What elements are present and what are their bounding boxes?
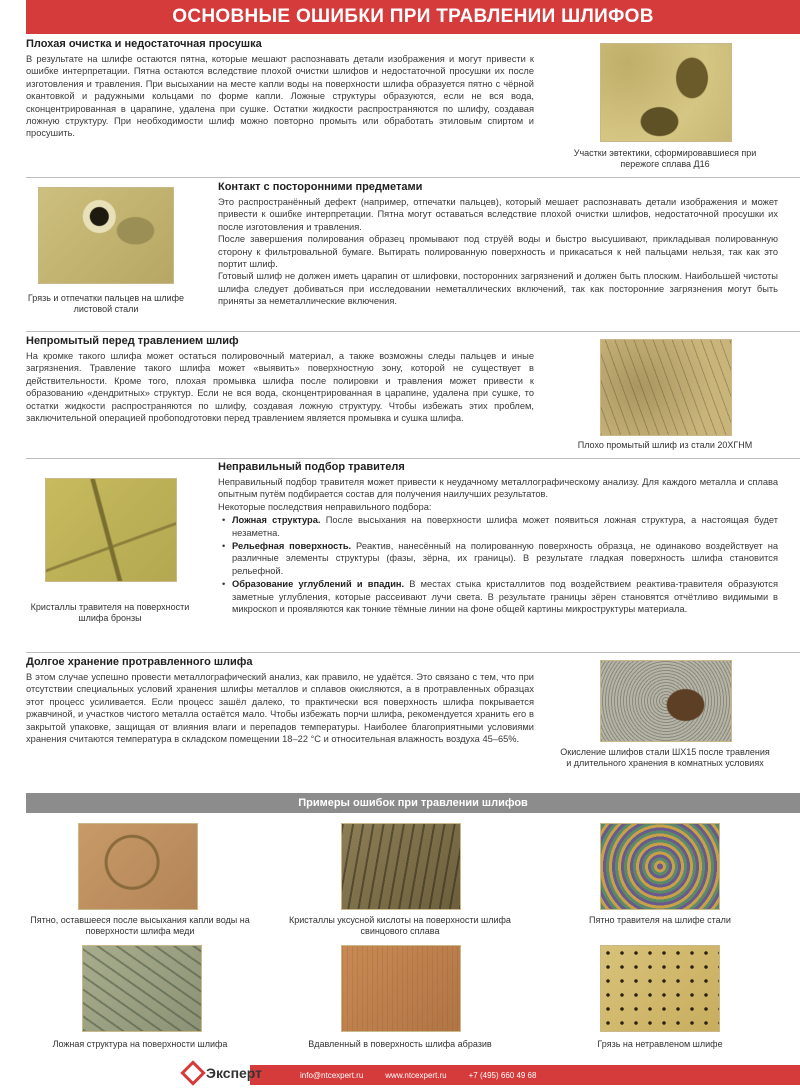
section-long-storage	[26, 656, 534, 745]
example-caption: Кристаллы уксусной кислоты на поверхности шлифа свинцового сплава	[289, 915, 511, 936]
example-image-drop-stain	[78, 823, 198, 910]
section-unwashed	[26, 335, 534, 424]
micrograph-oxidation	[600, 660, 732, 742]
section-text: Некоторые последствия неправильного подбора:	[218, 501, 432, 512]
section-title: Контакт с посторонними предметами	[218, 181, 423, 193]
example-caption: Ложная структура на поверхности шлифа	[52, 1039, 228, 1049]
example-caption: Пятно травителя на шлифе стали	[589, 915, 731, 925]
caption-etchant-crystals: Кристаллы травителя на поверхности шлифа бронзы	[30, 602, 190, 623]
divider	[26, 652, 800, 653]
company-logo	[184, 1064, 262, 1082]
list-item: • Ложная структура. После высыхания на поверхности шлифа может появиться ложная структура, а настоящая будет незаметна.	[232, 514, 778, 539]
logo-text: Эксперт	[206, 1065, 263, 1081]
logo-icon	[180, 1060, 205, 1085]
page-title: ОСНОВНЫЕ ОШИБКИ ПРИ ТРАВЛЕНИИ ШЛИФОВ	[26, 0, 800, 34]
caption-eutectic: Участки эвтектики, сформировавшиеся при пережоге сплава Д16	[573, 148, 757, 169]
section-foreign-contact	[218, 181, 778, 308]
section-text: Неправильный подбор травителя может привести к неудачному металлографическому анализу. Для каждого металла и сплава опытным путём подбирается состав для получения наилучших результатов.	[218, 477, 778, 500]
list-item: • Образование углублений и впадин. В местах стыка кристаллитов под воздействием реактива-травителя образуются заметные углубления, которые рассеивают лучи света. В результате границы зёрен становятся отчётливо видимыми в микроскоп и проявляются как тонкие тёмные линии на фоне общей картины микроструктуры материала.	[232, 578, 778, 615]
example-image-acetic-crystals	[341, 823, 461, 910]
section-poor-cleaning	[26, 38, 534, 140]
section-title: Непромытый перед травлением шлиф	[26, 335, 239, 347]
example-caption: Пятно, оставшееся после высыхания капли воды на поверхности шлифа меди	[30, 915, 250, 936]
email-link[interactable]: info@ntcexpert.ru	[300, 1070, 364, 1080]
caption-fingerprints: Грязь и отпечатки пальцев на шлифе листовой стали	[27, 293, 185, 314]
contact-band	[250, 1065, 800, 1085]
example-caption: Грязь на нетравленом шлифе	[597, 1039, 723, 1049]
example-image-false-structure	[82, 945, 202, 1032]
examples-title: Примеры ошибок при травлении шлифов	[26, 793, 800, 813]
list-item: • Рельефная поверхность. Реактив, нанесённый на полированную поверхность образца, не одинаково воздействует на различные элементы структуры (фазы, зёрна, их границы). В результате гладкая поверхность шлифа становится рельефной.	[232, 540, 778, 577]
caption-unwashed: Плохо промытый шлиф из стали 20ХГНМ	[577, 440, 753, 450]
section-text: Это распространённый дефект (например, отпечатки пальцев), который мешает распознавать детали изображения и может привести к ошибке интерпретации. Пятна могут оставаться вследствие плохой очистки шлифов, недостаточной просушки их после изготовления и травления.	[218, 197, 778, 232]
section-title: Плохая очистка и недостаточная просушка	[26, 38, 262, 50]
section-text: На кромке такого шлифа может остаться полировочный материал, а также возможны следы пальцев и иные загрязнения. Травление такого шлифа может «выявить» поверхностную зону, которой не существует в действительности. Кроме того, плохая промывка шлифа после полировки и травления может привести к образованию «дендритных» структур. Если не вся вода, сконцентрированная в царапине, удалена при сушке, то остатки жидкости распространяются по шлифу, создавая ложную структуру. Чтобы избежать этих проблем, заключительной операцией пробоподготовки перед травлением является промывка и сушка шлифа.	[26, 351, 534, 424]
micrograph-fingerprints	[38, 187, 174, 284]
section-etchant-choice	[218, 461, 778, 616]
footer	[0, 1062, 800, 1088]
divider	[26, 177, 800, 178]
section-text: В этом случае успешно провести металлографический анализ, как правило, не удаётся. Это связано с тем, что при отсутствии специальных условий хранения шлифы металлов и сплавов окисляются, а в протравленных образцах этот процесс усиливается. Если процесс зашёл далеко, то практически вся поверхность шлифа покрывается ржавчиной, и участков чистого металла остаётся мало. Чтобы избежать порчи шлифа, рекомендуется хранить его в закрытой упаковке, защищая от влияния влаги и перепадов температуры. Наиболее благоприятными условиями хранения считаются температура в складском помещении 18–22 °С и относительная влажность воздуха 45–65%.	[26, 672, 534, 745]
example-image-etchant-stain	[600, 823, 720, 910]
consequences-list	[218, 514, 778, 615]
example-caption: Вдавленный в поверхность шлифа абразив	[308, 1039, 492, 1049]
phone-number: +7 (495) 660 49 68	[468, 1070, 537, 1080]
section-text: После завершения полирования образец промывают под струёй воды и быстро высушивают, прикладывая полированную сторону к фильтровальной бумаге. Вытирать полированную поверхность и прикасаться к ней пальцами нельзя, так как это портит шлиф.	[218, 234, 778, 270]
micrograph-eutectic	[600, 43, 732, 142]
section-title: Неправильный подбор травителя	[218, 461, 405, 473]
section-text: В результате на шлифе остаются пятна, которые мешают распознавать детали изображения и могут привести к ошибке интерпретации. Пятна остаются вследствие плохой очистки шлифов и недостаточной просушки их после изготовления и травления. При высыхании на месте капли воды на поверхности шлифа образуется пятно с чёрной окантовкой и радужными кольцами по форме капли. Ложные структуры образуются, если не вся вода, сконцентрированная в царапине, удалена при сушке. Остатки жидкости распространяются по шлифу, создавая ложную структуру. При необходимости шлиф можно повторно промыть или обработать этиловым спиртом и просушить.	[26, 54, 534, 139]
divider	[26, 458, 800, 459]
micrograph-etchant-crystals	[45, 478, 177, 582]
section-title: Долгое хранение протравленного шлифа	[26, 656, 253, 668]
example-image-dirt	[600, 945, 720, 1032]
micrograph-unwashed	[600, 339, 732, 436]
divider	[26, 331, 800, 332]
website-link[interactable]: www.ntcexpert.ru	[385, 1070, 447, 1080]
example-image-abrasive	[341, 945, 461, 1032]
caption-oxidation: Окисление шлифов стали ШХ15 после травления и длительного хранения в комнатных условиях	[560, 747, 770, 768]
section-text: Готовый шлиф не должен иметь царапин от шлифовки, посторонних загрязнений и должен быть плоским. Наибольшей чистоты шлифа следует добиваться при исследовании неметаллических включений, так как посторонние загрязнения могут быть приняты за неметаллические включения.	[218, 271, 778, 307]
